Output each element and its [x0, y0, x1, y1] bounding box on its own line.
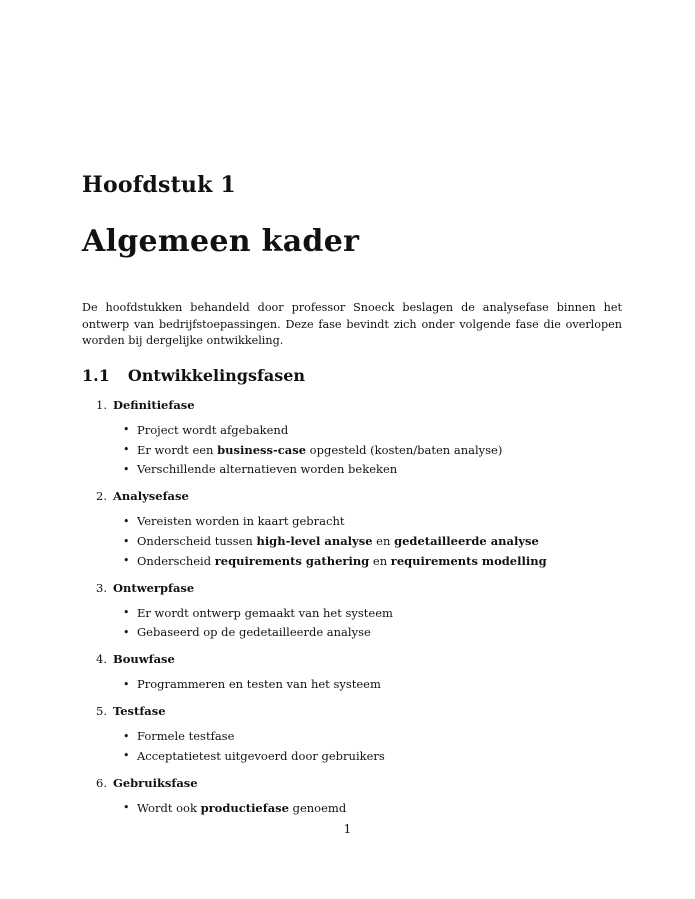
phase-name: Bouwfase — [113, 652, 175, 667]
phase-heading — [95, 396, 615, 414]
bullet-text — [137, 606, 393, 620]
intro-paragraph: De hoofdstukken behandeld door professor Snoeck beslagen de analysefase binnen het ontwerp van bedrijfstoepassingen. Deze fase bevindt zich onder volgende fase die overlopen worden bij dergelijke ontwikkeling. — [82, 301, 622, 347]
phase-number: 4. — [96, 652, 107, 667]
bold-term: requirements modelling — [390, 553, 547, 568]
bullet-dot-icon: • — [123, 423, 130, 437]
bullet-item — [123, 511, 615, 531]
phase-list — [95, 396, 615, 826]
phase-name: Analysefase — [113, 489, 189, 504]
bullet-item — [123, 531, 615, 551]
bullet-item — [123, 460, 615, 480]
bullet-item — [123, 420, 615, 440]
text-segment: Verschillende alternatieven worden bekeken — [137, 462, 398, 477]
bullet-dot-icon: • — [123, 554, 130, 568]
bullet-item — [123, 746, 615, 766]
bullet-list — [95, 511, 615, 570]
bullet-dot-icon: • — [123, 749, 130, 763]
phase-number: 6. — [96, 775, 107, 790]
bullet-item — [123, 726, 615, 746]
text-segment: en — [369, 553, 391, 568]
text-segment: Wordt ook — [137, 800, 201, 815]
phase-heading — [95, 774, 615, 792]
bullet-text — [137, 729, 234, 743]
section-number: 1.1 — [82, 366, 110, 385]
text-segment: Er wordt een — [137, 442, 218, 457]
bold-term: gedetailleerde analyse — [394, 534, 539, 549]
bullet-dot-icon: • — [123, 606, 130, 620]
bullet-text — [137, 554, 547, 568]
text-segment: Gebaseerd op de gedetailleerde analyse — [137, 625, 371, 640]
bullet-text — [137, 514, 344, 528]
bullet-text — [137, 534, 539, 548]
bullet-dot-icon: • — [123, 443, 130, 457]
bullet-dot-icon: • — [123, 534, 130, 548]
bullet-item — [123, 551, 615, 571]
bullet-dot-icon: • — [123, 729, 130, 743]
bullet-text — [137, 423, 288, 437]
phase-heading — [95, 487, 615, 505]
bullet-list — [95, 726, 615, 766]
bullet-item — [123, 798, 615, 818]
text-segment: genoemd — [288, 800, 347, 815]
phase-item — [95, 579, 615, 643]
bold-term: business-case — [217, 442, 307, 457]
bullet-dot-icon: • — [123, 677, 130, 691]
text-segment: en — [372, 534, 395, 549]
text-segment: Onderscheid — [137, 553, 215, 568]
phase-item — [95, 650, 615, 694]
bullet-dot-icon: • — [123, 514, 130, 528]
bullet-item — [123, 674, 615, 694]
phase-name: Gebruiksfase — [113, 775, 198, 790]
phase-heading — [95, 650, 615, 668]
bullet-dot-icon: • — [123, 625, 130, 639]
text-segment: Project wordt afgebakend — [137, 422, 289, 437]
text-segment: Onderscheid tussen — [137, 534, 257, 549]
phase-heading — [95, 702, 615, 720]
bullet-text — [137, 443, 502, 457]
text-segment: Acceptatietest uitgevoerd door gebruikers — [137, 748, 385, 763]
phase-item — [95, 774, 615, 818]
page-number: 1 — [343, 822, 352, 836]
phase-number: 1. — [96, 398, 107, 412]
phase-name: Definitiefase — [113, 398, 195, 412]
bold-term: productiefase — [200, 800, 289, 815]
chapter-title: Algemeen kader — [82, 224, 360, 259]
bullet-item — [123, 603, 615, 623]
section-title: Ontwikkelingsfasen — [127, 366, 306, 385]
phase-number: 5. — [96, 704, 107, 719]
phase-item — [95, 487, 615, 570]
phase-item — [95, 702, 615, 766]
phase-number: 2. — [96, 489, 107, 504]
bullet-list — [95, 798, 615, 818]
text-segment: Vereisten worden in kaart gebracht — [137, 514, 345, 529]
phase-name: Testfase — [113, 704, 166, 719]
bullet-list — [95, 674, 615, 694]
bullet-item — [123, 440, 615, 460]
section-heading — [82, 366, 305, 385]
phase-item — [95, 396, 615, 479]
chapter-label: Hoofdstuk 1 — [82, 172, 236, 198]
phase-number: 3. — [96, 580, 107, 595]
bullet-text — [137, 749, 385, 763]
bullet-dot-icon: • — [123, 801, 130, 815]
bold-term: requirements gathering — [214, 553, 370, 568]
bullet-list — [95, 603, 615, 643]
phase-heading — [95, 579, 615, 597]
bullet-item — [123, 623, 615, 643]
bullet-text — [137, 801, 346, 815]
text-segment: Programmeren en testen van het systeem — [137, 677, 381, 692]
bullet-list — [95, 420, 615, 479]
text-segment: Er wordt ontwerp gemaakt van het systeem — [137, 605, 393, 620]
bold-term: high-level analyse — [256, 534, 373, 549]
bullet-text — [137, 625, 371, 639]
bullet-text — [137, 677, 381, 691]
text-segment: opgesteld (kosten/baten analyse) — [306, 442, 503, 457]
phase-name: Ontwerpfase — [113, 580, 195, 595]
bullet-text — [137, 462, 397, 476]
text-segment: Formele testfase — [137, 729, 235, 744]
bullet-dot-icon: • — [123, 462, 130, 476]
